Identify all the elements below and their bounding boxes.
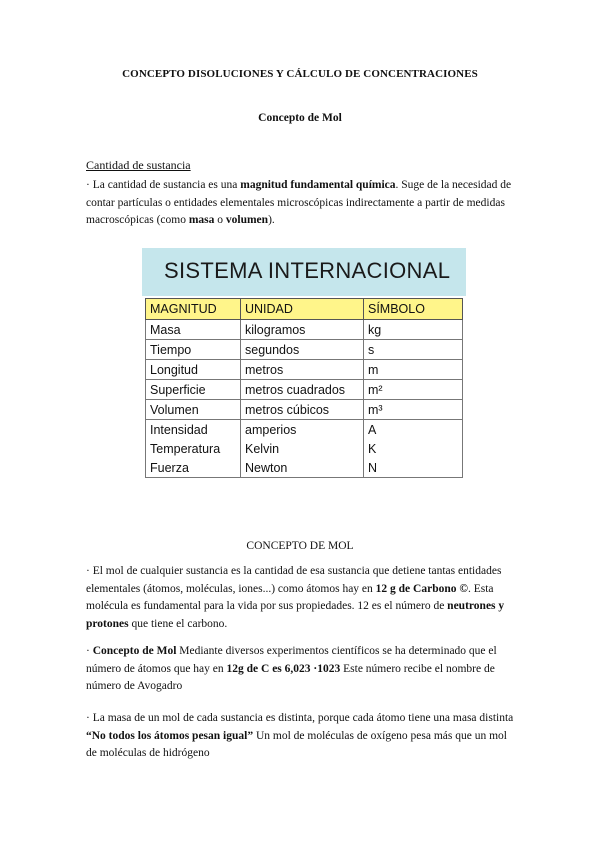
table-cell: metros [241,360,364,380]
table-cell: m³ [364,400,463,420]
table-cell: s [364,340,463,360]
table-row [146,439,463,458]
bold-text: volumen [225,214,269,226]
table-row [146,320,463,340]
text-run: . Suge de la necesidad de contar partículas o entidades elementales microscópicas indirectamente a partir de medidas macroscópicas (como [86,179,512,226]
table-cell: m² [364,380,463,400]
table-row [146,458,463,478]
text-run: Un mol de moléculas de oxígeno pesa más que un mol de moléculas de hidrógeno [86,729,507,759]
text-run: . Esta molécula es fundamental para la vida por sus propiedades. 12 es el número de [86,582,494,612]
table-row [146,360,463,380]
si-units-table [145,298,463,478]
table-cell: Masa [146,320,241,340]
bold-text: 12g de C es 6,023 ·1023 [226,662,341,675]
table-cell: m [364,360,463,380]
table-cell: Volumen [146,400,241,420]
table-cell: Fuerza [146,458,241,478]
si-table-banner [142,248,466,296]
table-header-cell: MAGNITUD [146,299,241,320]
text-run: Mediante diversos experimentos científicos se ha determinado que el número de átomos que hay en [86,645,497,675]
table-cell: kg [364,320,463,340]
table-cell: kilogramos [241,320,364,340]
bold-text: 12 g de Carbono © [375,582,468,595]
table-header-cell: SÍMBOLO [364,299,463,320]
table-header-row [146,299,463,320]
table-row [146,380,463,400]
bold-text: neutrones y protones [86,600,505,630]
text-run: · [86,645,93,657]
text-run: ). [268,214,275,226]
text-run: que tiene el carbono. [128,617,228,630]
bold-text: masa [188,214,215,226]
text-run: Este número recibe el nombre de número de Avogadro [86,662,495,692]
table-cell: A [364,420,463,440]
table-cell: N [364,458,463,478]
bold-text: Concepto de Mol [92,645,177,657]
paragraph-cantidad-sustancia [86,177,516,230]
table-cell: Newton [241,458,364,478]
table-cell: segundos [241,340,364,360]
table-cell: Intensidad [146,420,241,440]
document-title: CONCEPTO DISOLUCIONES Y CÁLCULO DE CONCENTRACIONES [122,68,478,80]
si-units-table-figure [142,248,466,487]
table-cell: Kelvin [241,439,364,458]
paragraph-masa-mol [86,710,516,763]
paragraph-avogadro [86,643,516,696]
table-cell: Superficie [146,380,241,400]
si-table-banner-title: SISTEMA INTERNACIONAL [164,258,451,283]
section-heading: Cantidad de sustancia [86,158,191,172]
bold-text: “No todos los átomos pesan igual” [86,729,254,742]
text-run: · La cantidad de sustancia es una [86,179,241,191]
text-run: o [214,214,226,226]
table-row [146,420,463,440]
table-cell: Temperatura [146,439,241,458]
table-cell: Tiempo [146,340,241,360]
table-cell: K [364,439,463,458]
table-row [146,340,463,360]
text-run: · El mol de cualquier sustancia es la cantidad de esa sustancia que detiene tantas entidades elementales (átomos, moléculas, iones...) como átomos hay en [86,565,502,595]
bold-text: magnitud fundamental química [240,179,396,191]
text-run: · La masa de un mol de cada sustancia es distinta, porque cada átomo tiene una masa distinta [86,712,514,724]
table-cell: amperios [241,420,364,440]
table-cell: metros cúbicos [241,400,364,420]
document-subtitle: Concepto de Mol [258,112,342,124]
table-row [146,400,463,420]
table-cell: metros cuadrados [241,380,364,400]
paragraph-mol-definition [86,563,516,633]
table-cell: Longitud [146,360,241,380]
table-header-cell: UNIDAD [241,299,364,320]
concepto-de-mol-heading: CONCEPTO DE MOL [246,540,354,552]
